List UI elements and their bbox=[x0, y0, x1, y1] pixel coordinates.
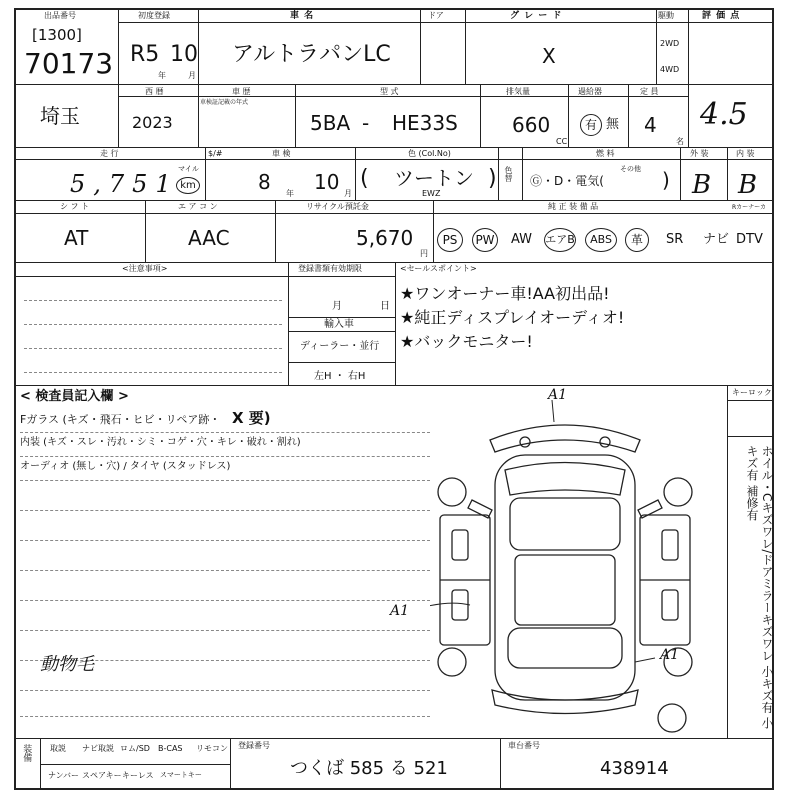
mile-unit: マイル bbox=[178, 165, 199, 173]
western-year: 2023 bbox=[132, 113, 173, 132]
interior: B bbox=[738, 170, 758, 200]
grade-label: グ レ ー ド bbox=[510, 11, 563, 21]
insp-month-mark: 月 bbox=[344, 189, 352, 198]
fuel-options: Ⓖ・D・電気( bbox=[530, 174, 604, 188]
dealer-option: ディーラー・並行 bbox=[300, 341, 380, 352]
lot-code: [1300] bbox=[32, 26, 82, 44]
model-dash: - bbox=[362, 111, 370, 135]
color-paren-open: ( bbox=[360, 166, 369, 191]
car-name: アルトラパンLC bbox=[232, 42, 391, 67]
km-unit: km bbox=[176, 177, 200, 194]
lot-number: 70173 bbox=[24, 47, 114, 80]
car-diagram bbox=[430, 400, 700, 740]
sales-point-1: ★ワンオーナー車!AA初出品! bbox=[400, 284, 610, 303]
model-label: 型 式 bbox=[380, 87, 399, 96]
footer-items-label: 装備 bbox=[21, 744, 32, 762]
damage-mark-top: A1 bbox=[548, 387, 568, 403]
cc-unit: CC bbox=[556, 137, 568, 146]
windshield-mark: X 要) bbox=[232, 409, 271, 427]
expiry-day-mark: 日 bbox=[380, 301, 390, 312]
ac: AAC bbox=[188, 226, 230, 250]
keycard-label: Rカーナーカ bbox=[732, 204, 767, 211]
score: 4.5 bbox=[700, 97, 748, 132]
turbo-no: 無 bbox=[606, 117, 620, 132]
item-remote: リモコン bbox=[196, 744, 228, 753]
spec-note: 車検証記載の年式 bbox=[200, 99, 249, 106]
score-label: 評 価 点 bbox=[702, 11, 741, 21]
recycle: 5,670 bbox=[356, 226, 414, 250]
plate-label: 登録番号 bbox=[238, 741, 270, 750]
color-no: EWZ bbox=[422, 189, 441, 198]
door-label: ドア bbox=[428, 11, 444, 20]
item-spare-key: スペアキー bbox=[82, 771, 122, 780]
ac-label: エ ア コ ン bbox=[178, 202, 218, 211]
equip-navi: ナビ bbox=[703, 232, 730, 247]
car-name-label: 車 名 bbox=[290, 11, 315, 21]
exterior-label: 外 装 bbox=[690, 149, 709, 158]
plate-number: つくば 585 る 521 bbox=[290, 758, 448, 779]
model-prefix: 5BA bbox=[310, 111, 351, 135]
seats: 4 bbox=[644, 113, 657, 137]
spec-label: 車 歴 bbox=[232, 87, 251, 96]
grade: X bbox=[542, 44, 556, 68]
equip-ps: PS bbox=[437, 228, 463, 252]
mileage: 5,751 bbox=[70, 170, 179, 198]
drive-4wd: 4WD bbox=[660, 65, 680, 74]
item-navi-manual: ナビ取説 bbox=[82, 744, 114, 753]
seats-label: 定 員 bbox=[640, 87, 659, 96]
color-label: 色 (Col.No) bbox=[408, 149, 451, 158]
item-manual: 取説 bbox=[50, 744, 66, 753]
equipment-label: 純 正 装 備 品 bbox=[548, 202, 599, 211]
color: ツートン bbox=[394, 166, 474, 190]
year-mark: 年 bbox=[158, 71, 166, 80]
sales-point-3: ★バックモニター! bbox=[400, 332, 533, 351]
audio-line: オーディオ (無し・穴) / タイヤ (スタッドレス) bbox=[20, 461, 231, 472]
reg-month: 10 bbox=[170, 42, 198, 67]
chassis-number: 438914 bbox=[600, 758, 669, 779]
item-bcas: B-CAS bbox=[158, 744, 183, 753]
item-keyless: キーレス bbox=[122, 771, 154, 780]
month-mark: 月 bbox=[188, 71, 196, 80]
mileage-label: 走 行 bbox=[100, 149, 119, 158]
equip-abs: ABS bbox=[585, 228, 617, 252]
expiry-month-mark: 月 bbox=[332, 301, 342, 312]
reg-label: 初度登録 bbox=[138, 11, 170, 20]
model-code: HE33S bbox=[392, 111, 458, 135]
item-rom-sd: ロム/SD bbox=[120, 744, 150, 753]
drive-label: 駆動 bbox=[658, 11, 674, 20]
turbo-yes: 有 bbox=[580, 114, 602, 136]
insp-month: 10 bbox=[314, 170, 340, 194]
caution-label: <注意事項> bbox=[122, 264, 168, 273]
expiry-label: 登録書類有効期限 bbox=[298, 264, 362, 273]
interior-label: 内 装 bbox=[736, 149, 755, 158]
fuel-label: 燃 料 bbox=[596, 149, 615, 158]
color-change-label: 色替 bbox=[504, 166, 513, 182]
reg-era-year: R5 bbox=[130, 42, 160, 67]
equip-leather: 革 bbox=[625, 228, 649, 252]
yen-unit: 円 bbox=[420, 249, 428, 258]
seat-unit: 名 bbox=[676, 137, 684, 146]
handle-option: 左H ・ 右H bbox=[314, 371, 366, 382]
equip-dtv: DTV bbox=[736, 232, 763, 247]
disp-label: 排気量 bbox=[506, 87, 530, 96]
turbo-label: 過給器 bbox=[578, 87, 602, 96]
damage-mark-right: A1 bbox=[660, 647, 680, 663]
item-plate: ナンバー bbox=[48, 771, 80, 780]
interior-line: 内装 (キズ・スレ・汚れ・シミ・コゲ・穴・キレ・破れ・割れ) bbox=[20, 437, 301, 448]
inspection-title: < 検査員記入欄 > bbox=[20, 389, 129, 404]
damage-mark-left: A1 bbox=[390, 603, 410, 619]
inspection-label: 車 検 bbox=[272, 149, 291, 158]
displacement: 660 bbox=[512, 113, 551, 137]
insp-year: 8 bbox=[258, 170, 271, 194]
western-label: 西 暦 bbox=[145, 87, 164, 96]
sales-label: <セールスポイント> bbox=[400, 264, 477, 273]
region: 埼玉 bbox=[40, 104, 80, 128]
import-label: 輸入車 bbox=[324, 319, 354, 330]
sales-point-2: ★純正ディスプレイオーディオ! bbox=[400, 308, 625, 327]
equip-airbag: エアB bbox=[544, 228, 576, 252]
recycle-label: リサイクル預託金 bbox=[306, 202, 369, 211]
meter-label: $/# bbox=[208, 149, 223, 158]
shift-label: シ フ ト bbox=[60, 202, 90, 211]
side-notes: ホイル・Cキズワレ/ドアミラーキズワレ 小キズ有 小キズ有 補修有 bbox=[745, 445, 774, 730]
insp-year-mark: 年 bbox=[286, 189, 294, 198]
fuel-other: その他 bbox=[620, 165, 641, 173]
handwritten-note: 動物毛 bbox=[40, 654, 94, 675]
color-paren-close: ) bbox=[488, 166, 497, 191]
windshield-line: Fガラス (キズ・飛石・ヒビ・リペア跡・ bbox=[20, 413, 221, 426]
exterior: B bbox=[692, 170, 712, 200]
keylock-label: キーロック bbox=[732, 388, 772, 397]
drive-2wd: 2WD bbox=[660, 39, 680, 48]
equip-aw: AW bbox=[511, 232, 533, 247]
chassis-label: 車台番号 bbox=[508, 741, 540, 750]
shift: AT bbox=[64, 226, 89, 250]
equip-sr: SR bbox=[666, 232, 684, 247]
lot-label: 出品番号 bbox=[44, 11, 76, 20]
fuel-close: ) bbox=[662, 168, 670, 192]
item-smart-key: スマートキー bbox=[160, 771, 202, 779]
equip-pw: PW bbox=[472, 228, 498, 252]
